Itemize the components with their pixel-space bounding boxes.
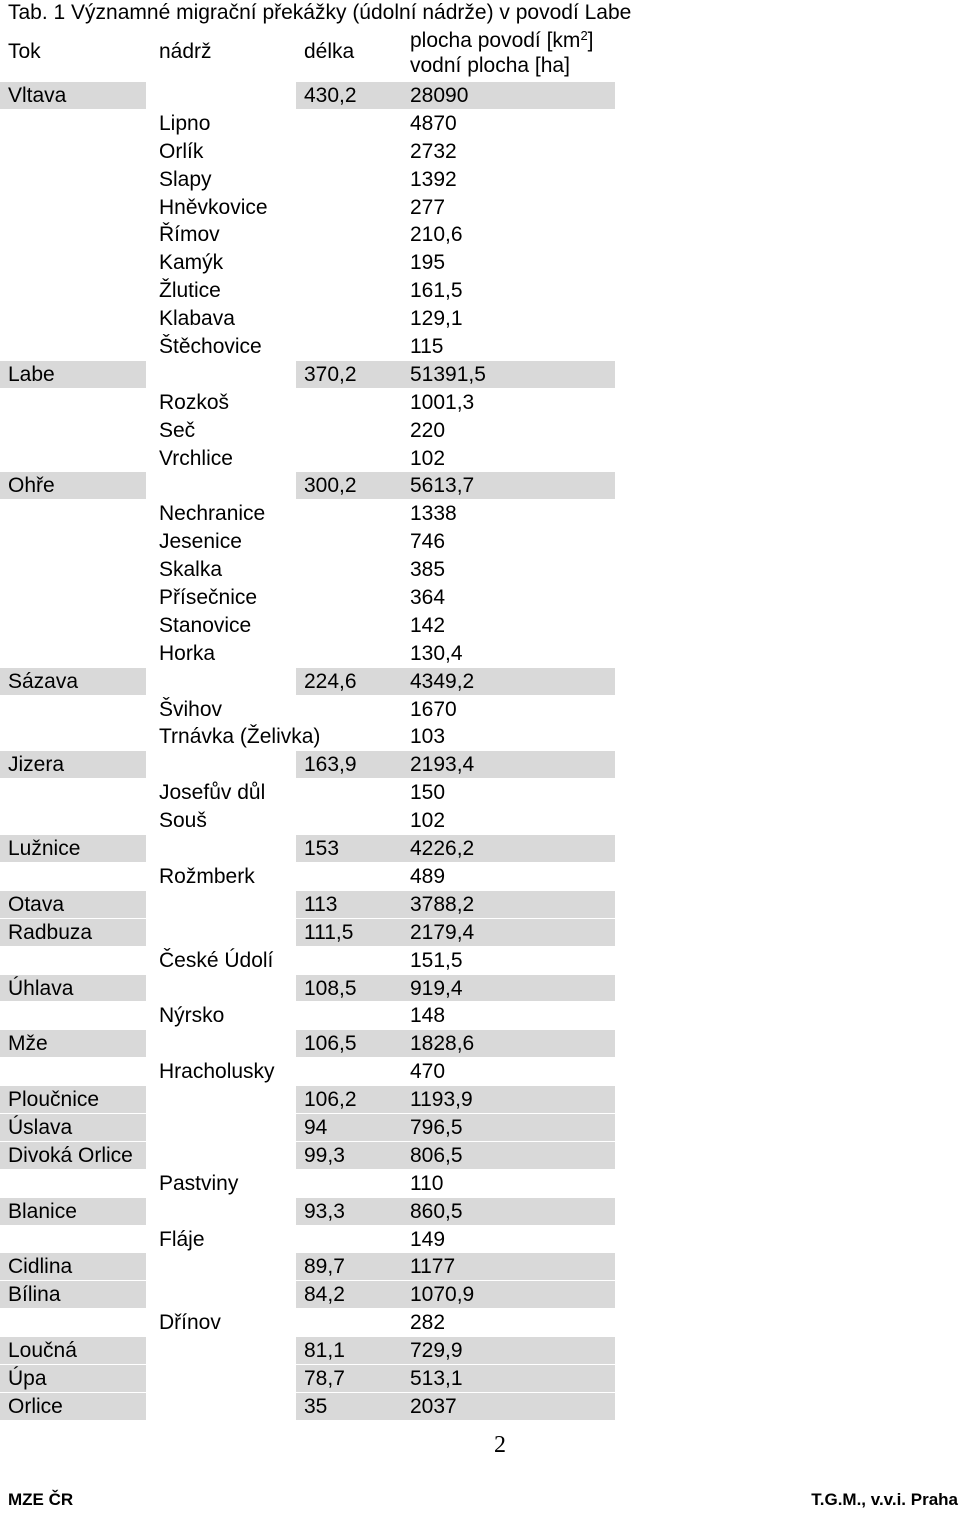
- cell-plocha: 4226,2: [410, 837, 475, 861]
- cell-nadrz-empty: [146, 361, 296, 388]
- cell-plocha: 2037: [410, 1394, 457, 1418]
- cell-plocha: 2179,4: [410, 920, 475, 944]
- cell-tok: Blanice: [8, 1199, 77, 1223]
- cell-plocha: 282: [410, 1311, 446, 1335]
- cell-delka: 163,9: [304, 753, 357, 777]
- cell-nadrz: Římov: [159, 223, 220, 247]
- cell-nadrz-empty: [146, 1337, 296, 1364]
- cell-delka: 94: [304, 1115, 328, 1139]
- cell-plocha: 513,1: [410, 1366, 463, 1390]
- table-row-nadrz: [0, 779, 615, 807]
- table-row-nadrz: [0, 1058, 615, 1086]
- cell-plocha: 1392: [410, 167, 457, 191]
- cell-nadrz-empty: [146, 1281, 296, 1308]
- table-row-nadrz: [0, 528, 615, 556]
- table-row-nadrz: [0, 556, 615, 584]
- cell-nadrz-empty: [146, 1142, 296, 1169]
- cell-plocha: 2193,4: [410, 753, 475, 777]
- table-row-nadrz: [0, 863, 615, 891]
- cell-plocha: 860,5: [410, 1199, 463, 1223]
- cell-plocha: 220: [410, 418, 446, 442]
- cell-plocha: 150: [410, 781, 446, 805]
- cell-nadrz: Dřínov: [159, 1311, 221, 1335]
- table-row-nadrz: [0, 723, 615, 751]
- footer-right: T.G.M., v.v.i. Praha: [811, 1490, 958, 1509]
- cell-tok: Orlice: [8, 1394, 63, 1418]
- cell-tok: Radbuza: [8, 920, 93, 944]
- cell-tok: Úhlava: [8, 976, 74, 1000]
- header-plocha-povodi: plocha povodí $[km^2]$: [410, 28, 594, 52]
- migration-barrier-table: [0, 82, 615, 1421]
- cell-plocha: 4870: [410, 111, 457, 135]
- cell-plocha: 129,1: [410, 307, 463, 331]
- cell-nadrz-empty: [146, 668, 296, 695]
- cell-delka: 99,3: [304, 1143, 345, 1167]
- table-row-nadrz: [0, 305, 615, 333]
- table-row-tok: [0, 835, 615, 863]
- table-row-nadrz: [0, 138, 615, 166]
- cell-nadrz-empty: [146, 1114, 296, 1141]
- cell-tok: Divoká Orlice: [8, 1143, 133, 1167]
- table-row-tok: [0, 1253, 615, 1281]
- table-row-nadrz: [0, 807, 615, 835]
- cell-nadrz: Skalka: [159, 558, 223, 582]
- cell-plocha: 489: [410, 864, 446, 888]
- cell-plocha: 1001,3: [410, 390, 475, 414]
- table-row-nadrz: [0, 221, 615, 249]
- table-row-tok: [0, 1142, 615, 1170]
- table-row-nadrz: [0, 640, 615, 668]
- table-row-nadrz: [0, 500, 615, 528]
- cell-nadrz-empty: [146, 891, 296, 918]
- cell-delka: 106,2: [304, 1088, 357, 1112]
- cell-nadrz: České Údolí: [159, 948, 274, 972]
- cell-nadrz: Jesenice: [159, 530, 242, 554]
- cell-delka: 111,5: [304, 920, 354, 944]
- cell-plocha: 919,4: [410, 976, 463, 1000]
- table-row-nadrz: [0, 417, 615, 445]
- cell-plocha: 1070,9: [410, 1283, 475, 1307]
- table-row-tok: [0, 1114, 615, 1142]
- table-row-tok: [0, 1030, 615, 1058]
- cell-delka: 108,5: [304, 976, 357, 1000]
- header-tok: Tok: [8, 40, 41, 63]
- table-caption: Tab. 1 Významné migrační překážky (údolní nádrže) v povodí Labe: [8, 1, 632, 24]
- table-row-nadrz: [0, 445, 615, 473]
- cell-delka: 224,6: [304, 669, 357, 693]
- table-row-tok: [0, 361, 615, 389]
- cell-plocha: 1193,9: [410, 1088, 473, 1112]
- cell-plocha: 142: [410, 613, 446, 637]
- table-row-tok: [0, 1365, 615, 1393]
- table-row-tok: [0, 1337, 615, 1365]
- table-row-nadrz: [0, 110, 615, 138]
- cell-nadrz: Orlík: [159, 139, 204, 163]
- header-vodni-plocha: vodní plocha [ha]: [410, 54, 570, 77]
- table-row-nadrz: [0, 389, 615, 417]
- cell-nadrz-empty: [146, 835, 296, 862]
- header-nadrz: nádrž: [159, 40, 212, 63]
- cell-nadrz: Seč: [159, 418, 196, 442]
- table-row-nadrz: [0, 194, 615, 222]
- cell-plocha: 385: [410, 558, 446, 582]
- cell-nadrz-empty: [146, 1253, 296, 1280]
- cell-nadrz-empty: [146, 1393, 296, 1420]
- table-row-nadrz: [0, 249, 615, 277]
- cell-tok: Bílina: [8, 1283, 61, 1307]
- cell-plocha: 1828,6: [410, 1032, 475, 1056]
- cell-plocha: 796,5: [410, 1115, 463, 1139]
- cell-delka: 93,3: [304, 1199, 345, 1223]
- cell-nadrz: Štěchovice: [159, 335, 262, 359]
- cell-plocha: 2732: [410, 139, 457, 163]
- cell-delka: 370,2: [304, 362, 357, 386]
- cell-plocha: 102: [410, 446, 446, 470]
- table-row-nadrz: [0, 277, 615, 305]
- table-row-tok: [0, 751, 615, 779]
- cell-tok: Ohře: [8, 474, 55, 498]
- cell-tok: Jizera: [8, 753, 65, 777]
- page-number: 2: [494, 1432, 506, 1458]
- cell-nadrz: Nechranice: [159, 502, 266, 526]
- table-row-nadrz: [0, 166, 615, 194]
- cell-nadrz: Hněvkovice: [159, 195, 268, 219]
- table-row-tok: [0, 1086, 615, 1114]
- cell-nadrz-empty: [146, 1086, 296, 1113]
- cell-plocha: 161,5: [410, 279, 463, 303]
- table-row-tok: [0, 1198, 615, 1226]
- cell-nadrz: Pastviny: [159, 1171, 239, 1195]
- cell-delka: 35: [304, 1394, 328, 1418]
- cell-plocha: 115: [410, 335, 444, 359]
- cell-nadrz: Stanovice: [159, 613, 252, 637]
- cell-tok: Lužnice: [8, 837, 81, 861]
- table-row-nadrz: [0, 584, 615, 612]
- cell-nadrz-empty: [146, 1365, 296, 1392]
- cell-nadrz: Horka: [159, 641, 216, 665]
- footer-left: MZE ČR: [8, 1490, 74, 1509]
- table-row-nadrz: [0, 696, 615, 724]
- cell-nadrz: Klabava: [159, 307, 235, 331]
- cell-delka: 113: [304, 892, 338, 916]
- cell-plocha: 3788,2: [410, 892, 475, 916]
- table-row-nadrz: [0, 1002, 615, 1030]
- cell-delka: 430,2: [304, 84, 357, 107]
- cell-plocha: 195: [410, 251, 446, 275]
- table-row-nadrz: [0, 1226, 615, 1254]
- cell-plocha: 746: [410, 530, 446, 554]
- table-header: [0, 30, 615, 82]
- cell-tok: Loučná: [8, 1339, 77, 1363]
- cell-plocha: 729,9: [410, 1339, 463, 1363]
- cell-plocha: 130,4: [410, 641, 463, 665]
- cell-nadrz-empty: [146, 751, 296, 778]
- cell-plocha: 1177: [410, 1255, 456, 1279]
- table-row-tok: [0, 975, 615, 1003]
- header-delka: délka: [304, 40, 355, 63]
- cell-plocha: 364: [410, 586, 446, 610]
- cell-plocha: 210,6: [410, 223, 463, 247]
- cell-nadrz: Švihov: [159, 697, 223, 721]
- cell-tok: Vltava: [8, 84, 67, 107]
- cell-tok: Mže: [8, 1032, 48, 1056]
- table-row-tok: [0, 472, 615, 500]
- cell-plocha: 1338: [410, 502, 457, 526]
- cell-tok: Labe: [8, 362, 55, 386]
- cell-plocha: 1670: [410, 697, 457, 721]
- cell-plocha: 103: [410, 725, 446, 749]
- table-row-tok: [0, 1281, 615, 1309]
- cell-nadrz: Souš: [159, 809, 207, 833]
- cell-delka: 153: [304, 837, 340, 861]
- cell-plocha: 28090: [410, 84, 469, 107]
- cell-plocha: 151,5: [410, 948, 463, 972]
- cell-nadrz-empty: [146, 82, 296, 109]
- cell-tok: Sázava: [8, 669, 79, 693]
- cell-nadrz: Fláje: [159, 1227, 205, 1251]
- cell-delka: 81,1: [304, 1339, 345, 1363]
- cell-plocha: 470: [410, 1060, 446, 1084]
- cell-plocha: 148: [410, 1004, 446, 1028]
- cell-nadrz: Josefův důl: [159, 781, 266, 805]
- cell-tok: Otava: [8, 892, 65, 916]
- cell-nadrz-empty: [146, 472, 296, 499]
- table-row-nadrz: [0, 1170, 615, 1198]
- cell-nadrz-empty: [146, 1030, 296, 1057]
- table-row-nadrz: [0, 947, 615, 975]
- cell-tok: Úslava: [8, 1115, 73, 1139]
- cell-nadrz: Trnávka (Želivka): [159, 725, 321, 749]
- cell-nadrz: Přísečnice: [159, 586, 258, 610]
- cell-delka: 106,5: [304, 1032, 357, 1056]
- cell-nadrz: Kamýk: [159, 251, 224, 275]
- cell-plocha: 110: [410, 1171, 444, 1195]
- cell-nadrz: Rozkoš: [159, 390, 230, 414]
- cell-nadrz: Vrchlice: [159, 446, 233, 470]
- table-row-tok: [0, 82, 615, 110]
- table-row-nadrz: [0, 1309, 615, 1337]
- cell-tok: Cidlina: [8, 1255, 73, 1279]
- cell-nadrz: Nýrsko: [159, 1004, 225, 1028]
- cell-tok: Úpa: [8, 1366, 47, 1390]
- cell-plocha: 4349,2: [410, 669, 475, 693]
- table-row-tok: [0, 1393, 615, 1421]
- cell-nadrz: Rožmberk: [159, 864, 255, 888]
- cell-plocha: 277: [410, 195, 446, 219]
- cell-delka: 84,2: [304, 1283, 345, 1307]
- table-row-tok: [0, 891, 615, 919]
- table-row-nadrz: [0, 333, 615, 361]
- cell-plocha: 5613,7: [410, 474, 475, 498]
- cell-nadrz: Lipno: [159, 111, 211, 135]
- cell-nadrz: Slapy: [159, 167, 212, 191]
- cell-plocha: 102: [410, 809, 446, 833]
- cell-nadrz: Hracholusky: [159, 1060, 275, 1084]
- cell-delka: 89,7: [304, 1255, 345, 1279]
- cell-nadrz: Žlutice: [159, 279, 221, 303]
- table-row-tok: [0, 668, 615, 696]
- cell-delka: 300,2: [304, 474, 357, 498]
- cell-plocha: 149: [410, 1227, 446, 1251]
- cell-nadrz-empty: [146, 919, 296, 946]
- cell-nadrz-empty: [146, 975, 296, 1002]
- cell-nadrz-empty: [146, 1198, 296, 1225]
- table-row-nadrz: [0, 612, 615, 640]
- table-row-tok: [0, 919, 615, 947]
- cell-plocha: 806,5: [410, 1143, 463, 1167]
- cell-plocha: 51391,5: [410, 362, 486, 386]
- cell-tok: Ploučnice: [8, 1088, 100, 1112]
- cell-delka: 78,7: [304, 1366, 345, 1390]
